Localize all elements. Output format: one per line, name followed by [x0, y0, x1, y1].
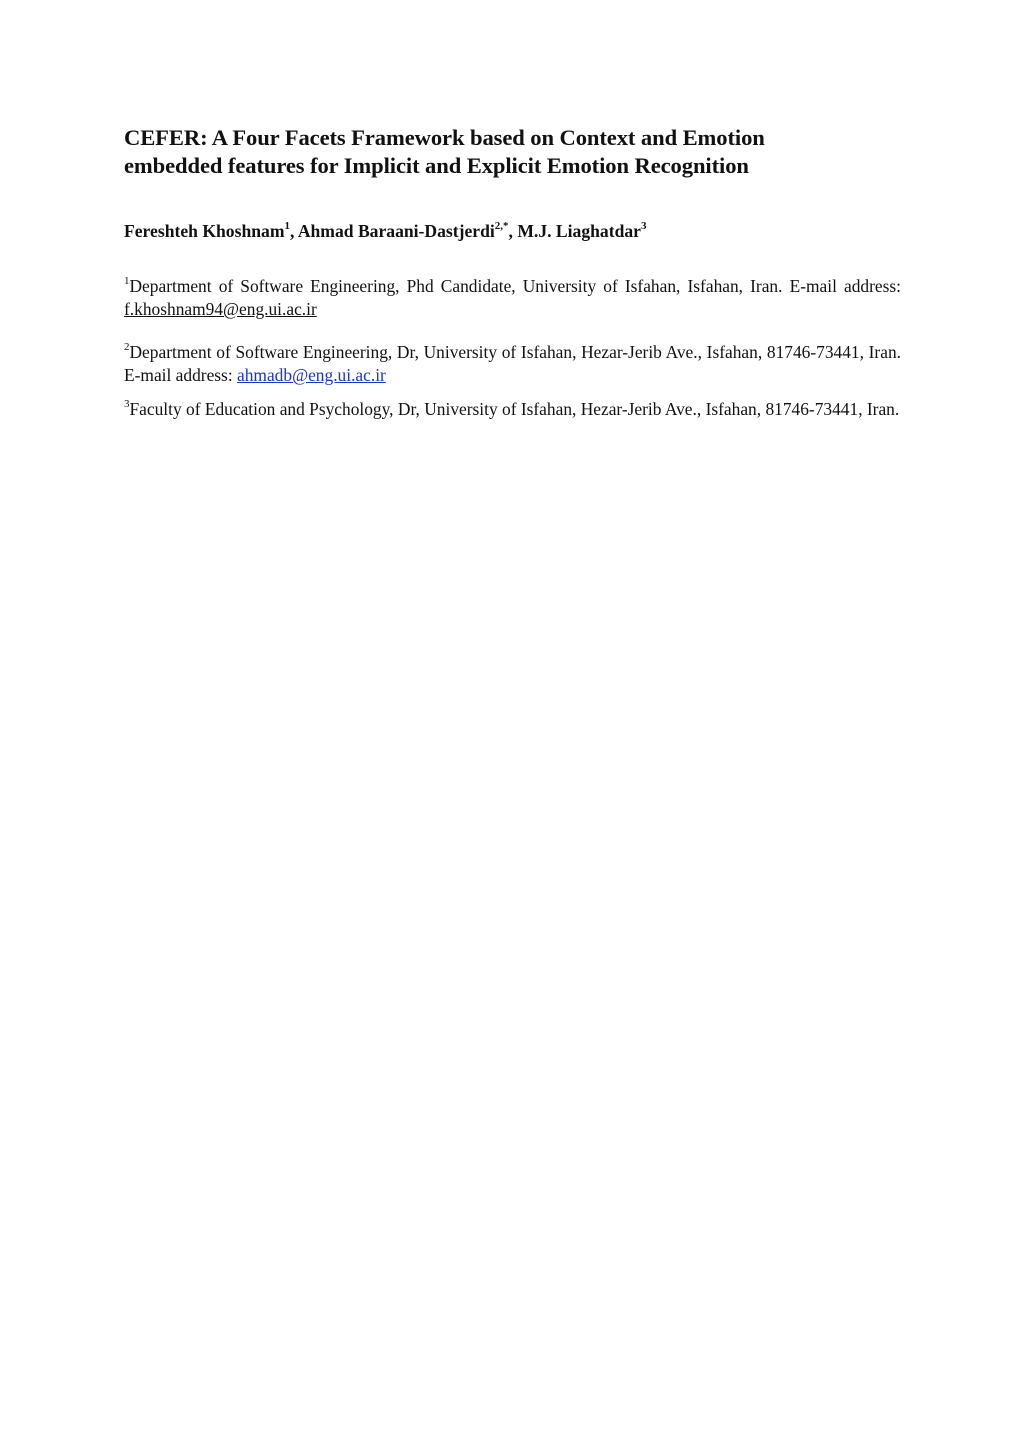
- paper-title: [124, 124, 901, 180]
- corresponding-email-link[interactable]: ahmadb@eng.ui.ac.ir: [237, 365, 386, 385]
- affiliation-text: Faculty of Education and Psychology, Dr, University of Isfahan, Hezar-Jerib Ave., Isfahan, 81746-73441, Iran.: [129, 399, 900, 419]
- author-separator: ,: [508, 221, 518, 241]
- paper-title-line-2: embedded features for Implicit and Explicit Emotion Recognition: [124, 153, 749, 178]
- affiliation-text: Department of Software Engineering, Phd Candidate, University of Isfahan, Isfahan, Iran. E-mail address:: [129, 276, 901, 296]
- author-name: Ahmad Baraani-Dastjerdi: [297, 221, 495, 241]
- author-name: M.J. Liaghatdar: [517, 221, 641, 241]
- affiliation-mark: 1: [124, 275, 130, 288]
- author-separator: ,: [289, 221, 298, 241]
- author-affiliation-mark: 3: [640, 220, 647, 233]
- affiliation-3: [124, 398, 901, 421]
- paper-title-line-1: CEFER: A Four Facets Framework based on Context and Emotion: [124, 125, 765, 150]
- affiliation-1: [124, 275, 901, 321]
- author-affiliation-mark: 2,*: [494, 220, 509, 233]
- affiliation-mark: 3: [124, 398, 130, 411]
- author-name: Fereshteh Khoshnam: [124, 221, 285, 241]
- affiliation-text: Department of Software Engineering, Dr, University of Isfahan, Hezar-Jerib Ave., Isfahan, 81746-73441, Iran. E-mail address:: [124, 342, 901, 385]
- affiliation-2: [124, 341, 901, 387]
- title-block: [124, 124, 901, 421]
- author-list: [124, 219, 901, 243]
- author-affiliation-mark: 1: [284, 220, 290, 233]
- affiliation-mark: 2: [124, 341, 130, 354]
- author-email-link[interactable]: f.khoshnam94@eng.ui.ac.ir: [124, 299, 317, 319]
